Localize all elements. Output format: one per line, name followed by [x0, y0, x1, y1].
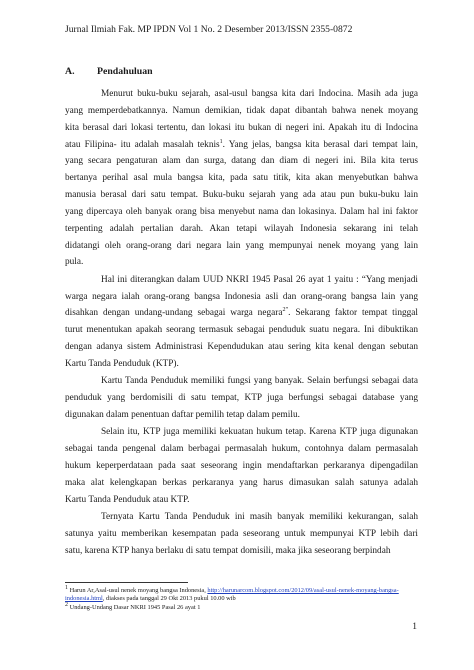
body-line	[65, 475, 418, 492]
body-line	[65, 153, 418, 170]
footnote-link[interactable]: http://harunarcom.blogspot.com/2012/09/asal-usul-nenek-moyang-bangsa-indonesia.html	[65, 587, 399, 603]
body-line	[65, 339, 418, 356]
body-line	[65, 204, 418, 221]
body-line	[65, 492, 418, 509]
body-line-text: pula.	[65, 257, 84, 268]
body-line-text: hukum keperperdataan pada saat seseorang ingin mendaftarkan perkaranya dipengadilan	[65, 461, 418, 472]
body-line-text: atau Filipina- itu adalah masalah teknis	[65, 139, 220, 150]
footnote-ref: 2”	[282, 307, 289, 314]
body-line-text: Hal ini diterangkan dalam UUD NKRI 1945 Pasal 26 ayat 1 yaitu : “Yang menjadi	[101, 274, 418, 285]
body-line	[65, 238, 418, 255]
body-line-text: penduduk yang berdomisili di satu tempat, KTP juga berfungsi sebagai database yang	[65, 393, 418, 404]
body-line	[65, 543, 418, 560]
body-line-text: Kartu Tanda Penduduk atau KTP.	[65, 494, 190, 505]
footnote-ref: 1	[219, 138, 223, 145]
body-line-text: Menurut buku-buku sejarah, asal-usul bangsa kita dari Indocina. Masih ada juga	[101, 89, 418, 99]
body-line-text: satu, karena KTP hanya berlaku di satu tempat domisili, maka jika seseorang berpindah	[65, 545, 391, 556]
footnote-mark: 2	[65, 601, 68, 608]
section-title: Pendahuluan	[97, 66, 153, 77]
body-line-text: turut menentukan apakah seorang termasuk sebagai penduduk suatu negara. Ini dibuktikan	[65, 325, 418, 336]
body-line	[65, 170, 418, 187]
body-line-text: dengan adanya sistem Administrasi Kependudukan atau sering kita kenal dengan sebutan	[65, 342, 418, 353]
body-line	[65, 86, 418, 103]
section-heading	[65, 66, 153, 77]
body-line-text: warga negara ialah orang-orang bangsa Indonesia asli dan orang-orang bangsa lain yang	[65, 291, 418, 302]
body-line-text: yang secara pengaturan alam dan surga, datang dan diam di negeri ini. Bila kita terus	[65, 156, 418, 167]
body-line	[65, 509, 418, 526]
body-line	[65, 458, 418, 475]
body-line-text: didatangi oleh orang-orang dari negara lain yang mempunyai nenek moyang yang lain	[65, 240, 418, 251]
body-line-text: disahkan dengan undang-undang sebagai warga negara	[65, 308, 283, 319]
body-line	[65, 272, 418, 289]
footnote-text: Undang-Undang Dasar NKRI 1945 Pasal 26 ayat 1	[68, 604, 201, 611]
body-line-text: Kartu Tanda Penduduk (KTP).	[65, 359, 179, 369]
body-line-text: satunya yaitu memberikan kesempatan pada seseorang untuk mempunyai KTP lebih dari	[65, 528, 418, 539]
body-line	[65, 373, 418, 390]
footnote-separator	[65, 582, 188, 583]
body-line-text: manusia berasal dari satu tempat. Buku-buku sejarah yang ada atau pun buku-buku lain	[65, 190, 418, 201]
page-number: 1	[412, 622, 417, 632]
body-line-text: sebagai tanda pengenal dalam berbagai permasalah hukum, contohnya dalam permasalah	[65, 444, 418, 455]
body-line-text: kita berasal dari lokasi tertentu, dan lokasi itu bukan di negeri ini. Apakah itu di Indocina	[65, 122, 418, 133]
footnote-text: , diakses pada tanggal 29 Okt 2013 pukul 10.00 wib	[102, 595, 236, 603]
body-line	[65, 120, 418, 137]
body-line-text: yang memperdebatkannya. Namun demikian, tidak dapat dibantah bahwa nenek moyang	[65, 105, 418, 116]
body-line-text: yang dipercaya oleh banyak orang bisa menyebut nama dan lokasinya. Dalam hal ini faktor	[65, 206, 418, 217]
footnote-text: Harun Ar,Asal-usul nenek moyang bangsa Indonesia,	[68, 587, 208, 594]
body-line-text: . Sekarang faktor tempat tinggal	[288, 308, 418, 319]
body-line-text: terpenting adalah pertalian darah. Akan tetapi wilayah Indonesia sekarang ini telah	[65, 223, 418, 234]
body-text	[65, 86, 418, 560]
body-line-text: . Yang jelas, bangsa kita berasal dari tempat lain,	[222, 139, 418, 150]
footnote-1	[65, 584, 421, 604]
body-line	[65, 254, 418, 271]
footnote-mark: 1	[65, 584, 68, 591]
section-number: A.	[65, 66, 75, 77]
footnote-2	[65, 601, 421, 612]
journal-header: Jurnal Ilmiah Fak. MP IPDN Vol 1 No. 2 Desember 2013/ISSN 2355-0872	[65, 24, 353, 35]
body-line	[65, 356, 418, 373]
body-line-text: bertanya perihal asal mula bangsa kita, pada satu titik, kita akan menyebutkan bahwa	[65, 173, 418, 184]
body-line	[65, 390, 418, 407]
body-line	[65, 407, 418, 424]
body-line	[65, 187, 418, 204]
body-line-text: Kartu Tanda Penduduk memiliki fungsi yang banyak. Selain berfungsi sebagai data	[101, 376, 418, 387]
body-line	[65, 424, 418, 441]
body-line-text: Selain itu, KTP juga memiliki kekuatan hukum tetap. Karena KTP juga digunakan	[101, 427, 418, 438]
body-line	[65, 221, 418, 238]
body-line-text: maka alat kelengkapan berkas perkaranya yang harus dimasukan salah satunya adalah	[65, 477, 418, 488]
body-line	[65, 103, 418, 120]
body-line	[65, 322, 418, 339]
body-line-text: Ternyata Kartu Tanda Penduduk ini masih banyak memiliki kekurangan, salah	[101, 512, 418, 523]
body-line	[65, 305, 418, 322]
body-line-text: digunakan dalam penentuan daftar pemilih tetap dalam pemilu.	[65, 410, 300, 421]
body-line	[65, 289, 418, 306]
body-line	[65, 137, 418, 154]
body-line	[65, 441, 418, 458]
body-line	[65, 526, 418, 543]
